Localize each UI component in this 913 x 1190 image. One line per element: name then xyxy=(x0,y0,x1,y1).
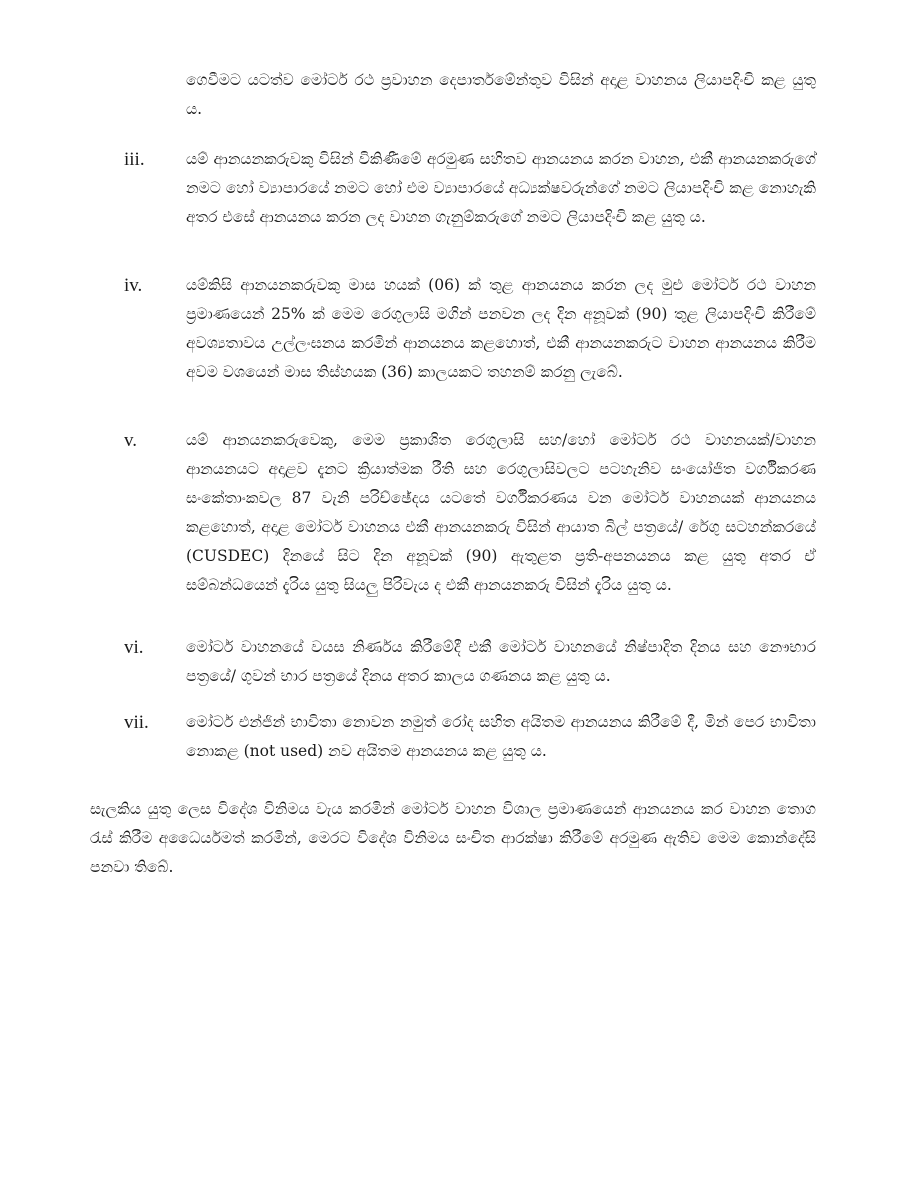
item-number: vii. xyxy=(124,712,149,733)
item-text: යම් ආනයනකරුවකු විසින් විකිණීමේ අරමුණ සහිතව ආනයනය කරන වාහන, එකී ආනයනකරුගේ නමට හෝ ව්‍යාපාරයේ නමට හෝ එම ව්‍යාපාරයේ අධ්‍යක්ෂවරුන්ගේ නමට ලියාපදිංචි කළ නොහැකි අතර එසේ ආනයනය කරන ලද වාහන ගැනුම්කරුගේ නමට ලියාපදිංචි කළ යුතු ය. xyxy=(186,150,816,226)
item-text: මෝටර් වාහනයේ වයස නිර්ණය කිරීමේදී එකී මෝටර් වාහනයේ නිෂ්පාදිත දිනය සහ නෞභාර පත්‍රයේ/ ගුවන් භාර පත්‍රයේ දිනය අතර කාලය ගණනය කළ යුතු ය. xyxy=(186,638,816,685)
item-text: යම්කිසි ආනයනකරුවකු මාස හයක් (06) ක් තුළ ආනයනය කරන ලද මුළු මෝටර් රථ වාහන ප්‍රමාණයෙන් 25% ක් මෙම රෙගුලාසි මගින් පනවන ලද දින අනූවක් (90) තුළ ලියාපදිංචි කිරීමේ අවශ්‍යතාවය උල්ලංඝනය කරමින් ආනයනය කළහොත්, එකී ආනයනකරුට වාහන ආනයනය කිරීම අවම වශයෙන් මාස තිස්හයක (36) කාලයකට තහනම් කරනු ලැබේ. xyxy=(186,276,816,381)
closing-paragraph: සැලකිය යුතු ලෙස විදේශ විනිමය වැය කරමින් මෝටර් වාහන විශාල ප්‍රමාණයෙන් ආනයනය කර වාහන තොග රැස් කිරීම අධෛර්යමත් කරමින්, මෙරට විදේශ විනිමය සංචිත ආරක්ෂා කිරීමේ අරමුණ ඇතිව මෙම කොන්දේසි පනවා තිබේ. xyxy=(90,800,816,876)
item-number: v. xyxy=(124,430,138,451)
item-number: iii. xyxy=(124,149,145,170)
item-text: යම් ආනයනකරුවෙකු, මෙම ප්‍රකාශිත රෙගුලාසි සහ/හෝ මෝටර් රථ වාහනයක්/වාහන ආනයනයට අදාළව දැනට ක්‍රියාත්මක රීති සහ රෙගුලාසිවලට පටහැනිව සංයෝජිත වර්ගීකරණ සංකේතාංකවල 87 වැනි පරිච්ඡේදය යටතේ වර්ගීකරණය වන මෝටර් වාහනයක් ආනයනය කළහොත්, අදාළ මෝටර් වාහනය එකී ආනයනකරු විසින් ආයාත බිල් පත්‍රයේ/ රේගු සටහන්කරයේ (CUSDEC) දිනයේ සිට දින අනූවක් (90) ඇතුළත ප්‍රති-අපනයනය කළ යුතු අතර ඒ සම්බන්ධයෙන් දැරිය යුතු සියලු පිරිවැය ද එකී ආනයනකරු විසින් දැරිය යුතු ය. xyxy=(186,431,816,594)
item-number: iv. xyxy=(124,275,143,296)
continuation-paragraph: ගෙවීමට යටත්ව මෝටර් රථ ප්‍රවාහන දෙපාර්තමේන්තුව විසින් අදාළ වාහනය ලියාපදිංචි කළ යුතු ය. xyxy=(186,71,816,118)
item-number: vi. xyxy=(124,637,144,658)
item-text: මෝටර් එන්ජින් භාවිතා නොවන නමුත් රෝද සහිත අයිතම ආනයනය කිරීමේ දී, මින් පෙර භාවිතා නොකළ (not used) නව අයිතම ආනයනය කළ යුතු ය. xyxy=(186,713,816,760)
